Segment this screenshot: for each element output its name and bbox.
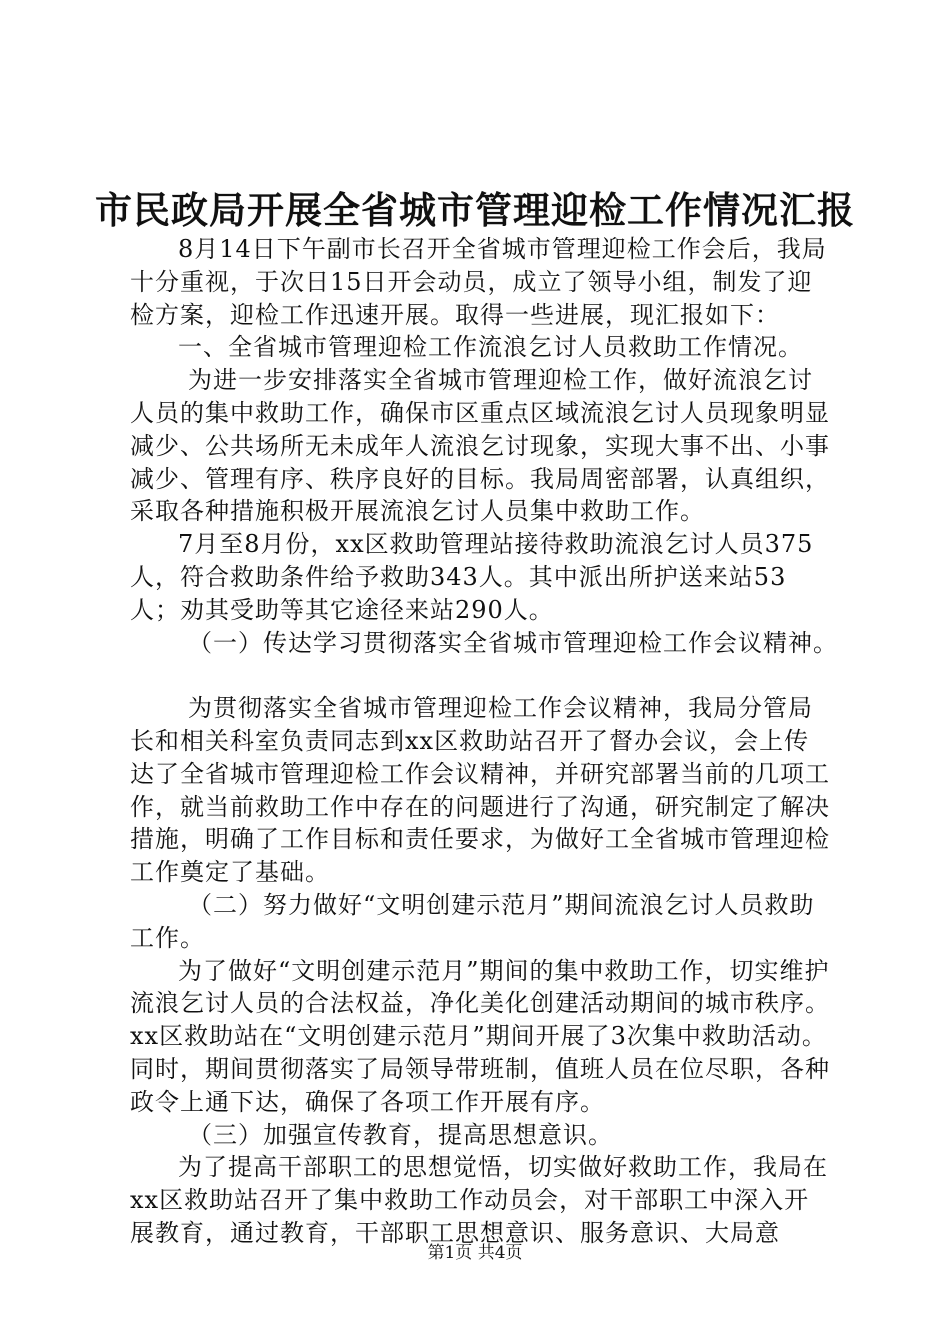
page-number-footer: 第1页 共4页 bbox=[427, 1243, 523, 1263]
subsection-heading-1: （一）传达学习贯彻落实全省城市管理迎检工作会议精神。 bbox=[188, 628, 838, 657]
subsection-heading-3: （三）加强宣传教育，提高思想意识。 bbox=[188, 1120, 613, 1149]
paragraph-subsection-2: 为了做好“文明创建示范月”期间的集中救助工作，切实维护流浪乞讨人员的合法权益，净化美化创建活动期间的城市秩序。xx区救助站在“文明创建示范月”期间开展了3次集中救助活动。同时，期间贯彻落实了局领导带班制，值班人员在位尽职，各种政令上通下达，确保了各项工作开展有序。 bbox=[130, 956, 830, 1116]
paragraph-intro: 8月14日下午副市长召开全省城市管理迎检工作会后，我局十分重视，于次日15日开会动员，成立了领导小组，制发了迎检方案，迎检工作迅速开展。取得一些进展，现汇报如下： bbox=[130, 235, 827, 329]
subsection-heading-2: （二）努力做好“文明创建示范月”期间流浪乞讨人员救助工作。 bbox=[130, 890, 815, 952]
paragraph-subsection-1: 为贯彻落实全省城市管理迎检工作会议精神，我局分管局长和相关科室负责同志到xx区救助站召开了督办会议，会上传达了全省城市管理迎检工作会议精神，并研究部署当前的几项工作，就当前救助工作中存在的问题进行了沟通，研究制定了解决措施，明确了工作目标和责任要求，为做好工全省城市管理迎检工作奠定了基础。 bbox=[130, 694, 830, 887]
document-title: 市民政局开展全省城市管理迎检工作情况汇报 bbox=[95, 188, 855, 232]
document-body bbox=[130, 233, 838, 1250]
paragraph-section-1: 为进一步安排落实全省城市管理迎检工作，做好流浪乞讨人员的集中救助工作，确保市区重点区域流浪乞讨人员现象明显减少、公共场所无未成年人流浪乞讨现象，实现大事不出、小事减少、管理有序、秩序良好的目标。我局周密部署，认真组织，采取各种措施积极开展流浪乞讨人员集中救助工作。 bbox=[130, 366, 830, 526]
paragraph-subsection-3: 为了提高干部职工的思想觉悟，切实做好救助工作，我局在xx区救助站召开了集中救助工作动员会，对干部职工中深入开展教育，通过教育，干部职工思想意识、服务意识、大局意 bbox=[130, 1153, 828, 1247]
section-heading-1: 一、全省城市管理迎检工作流浪乞讨人员救助工作情况。 bbox=[178, 333, 803, 362]
blank-line bbox=[130, 659, 830, 692]
paragraph-statistics: 7月至8月份，xx区救助管理站接待救助流浪乞讨人员375人，符合救助条件给予救助343人。其中派出所护送来站53人；劝其受助等其它途径来站290人。 bbox=[130, 530, 814, 624]
